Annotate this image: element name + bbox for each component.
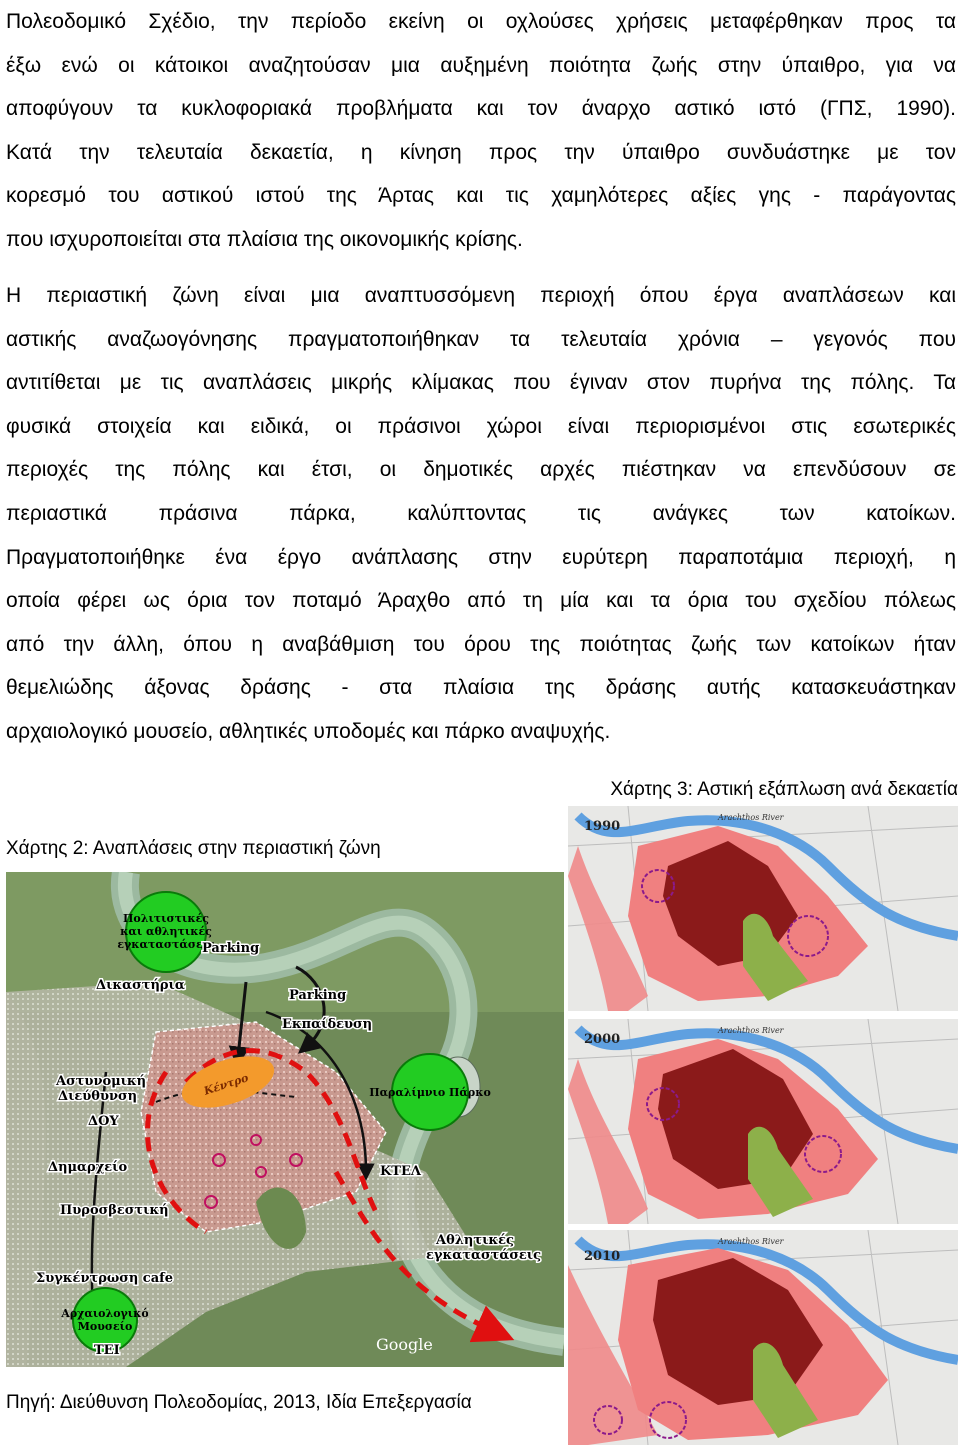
label-fire: Πυροσβεστική: [60, 1203, 169, 1218]
label-courts: Δικαστήρια: [96, 978, 185, 993]
text-line: από την άλλη, όπου η αναβάθμιση του όρου της ποιότητας ζωής των κατοίκων ήταν: [6, 632, 956, 656]
label-cultural: Πολιτιστικές: [123, 912, 209, 925]
text-line: κορεσμό του αστικού ιστού της Άρτας και τις χαμηλότερες αξίες γης - παράγοντας: [6, 184, 956, 208]
panel-river-label: Arachthos River: [718, 1237, 784, 1246]
label-museum: Μουσείο: [77, 1320, 133, 1333]
label-parking-2: Parking: [289, 988, 347, 1003]
panel-river-label: Arachthos River: [718, 1026, 784, 1035]
text-line: έξω ενώ οι κάτοικοι αναζητούσαν μια αυξημένη ποιότητα ζωής στην ύπαιθρο, για να: [6, 53, 956, 77]
label-cultural: και αθλητικές: [120, 925, 212, 938]
map3-caption: Χάρτης 3: Αστική εξάπλωση ανά δεκαετία: [610, 779, 958, 800]
text-line: αρχαιολογικό μουσείο, αθλητικές υποδομές και πάρκο αναψυχής.: [6, 719, 611, 743]
panel-year: 2000: [584, 1032, 621, 1047]
map3-panel-2000: [568, 1019, 958, 1224]
label-tei: ΤΕΙ: [94, 1343, 120, 1358]
text-line: Πολεοδομικό Σχέδιο, την περίοδο εκείνη οι οχλούσες χρήσεις μεταφέρθηκαν προς τα: [6, 10, 956, 33]
label-education: Εκπαίδευση: [282, 1017, 373, 1032]
label-ktel: ΚΤΕΛ: [380, 1164, 421, 1179]
text-line: που ισχυροποιείται στα πλαίσια της οικονομικής κρίσης.: [6, 227, 523, 251]
google-watermark: Google: [376, 1335, 433, 1354]
label-sports: Αθλητικές: [436, 1233, 514, 1248]
text-line: οποία φέρει ως όρια τον ποταμό Άραχθο από τη μία και τα όρια του σχεδίου πόλεως: [6, 589, 956, 613]
label-doy: ΔΟΥ: [88, 1114, 119, 1129]
source-caption: Πηγή: Διεύθυνση Πολεοδομίας, 2013, Ιδία Επεξεργασία: [6, 1392, 472, 1413]
text-line: Η περιαστική ζώνη είναι μια αναπτυσσόμενη περιοχή όπου έργα αναπλάσεων και: [6, 284, 956, 307]
label-park: Παραλίμνιο Πάρκο: [369, 1086, 491, 1099]
text-line: αποφύγουν τα κυκλοφοριακά προβλήματα και τον άναρχο αστικό ιστό (ΓΠΣ, 1990).: [6, 97, 956, 121]
label-parking-1: Parking: [202, 941, 260, 956]
text-line: Πραγματοποιήθηκε ένα έργο ανάπλασης στην ευρύτερη παραποτάμια περιοχή, η: [6, 545, 956, 569]
text-line: φυσικά στοιχεία και ειδικά, οι πράσινοι χώροι είναι περιορισμένοι στις εσωτερικές: [6, 414, 956, 438]
map2-caption: Χάρτης 2: Αναπλάσεις στην περιαστική ζώνη: [6, 838, 381, 859]
map2-figure: [6, 872, 564, 1367]
text-line: θεμελιώδης άξονας δράσης - στα πλαίσια της δράσης αυτής κατασκευάστηκαν: [6, 676, 956, 700]
map3-panel-1990: [568, 806, 958, 1011]
text-line: αστικής αναζωογόνησης πραγματοποιήθηκαν τα τελευταία χρόνια – γεγονός που: [6, 327, 956, 351]
text-line: αντιτίθεται με τις αναπλάσεις μικρής κλίμακας που έγιναν στον πυρήνα της πόλης. Τα: [6, 371, 956, 395]
text-line: περιαστικά πράσινα πάρκα, καλύπτοντας τις ανάγκες των κατοίκων.: [6, 501, 956, 525]
text-line: Κατά την τελευταία δεκαετία, η κίνηση προς την ύπαιθρο συνδυάστηκε με τον: [6, 140, 956, 164]
map3-panel-2010: [568, 1230, 958, 1445]
label-museum: Αρχαιολογικό: [61, 1307, 149, 1320]
panel-year: 2010: [584, 1249, 621, 1264]
panel-year: 1990: [584, 819, 621, 834]
label-police: Αστυνομική: [56, 1074, 147, 1089]
panel-river-label: Arachthos River: [718, 813, 784, 822]
label-cafe: Συγκέντρωση cafe: [36, 1271, 173, 1286]
text-line: περιοχές της πόλης και έτσι, οι δημοτικές αρχές πιέστηκαν να επενδύσουν σε: [6, 458, 956, 482]
label-sports: εγκαταστάσεις: [426, 1248, 542, 1263]
label-cultural: εγκαταστάσεις: [117, 938, 215, 951]
label-center: Κέντρο: [202, 1071, 251, 1098]
label-police: Διεύθυνση: [58, 1089, 138, 1104]
label-townhall: Δημαρχείο: [48, 1160, 128, 1175]
paragraph-2: [6, 274, 956, 754]
paragraph-1: [6, 0, 956, 262]
